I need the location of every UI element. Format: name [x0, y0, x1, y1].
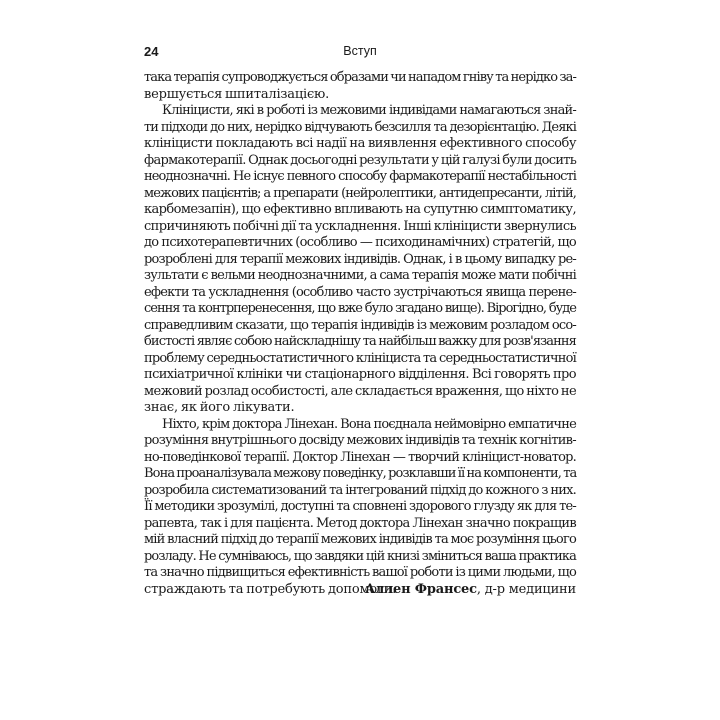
text-line: Її методики зрозумілі, доступні та сповнені здорового глузду як для те-: [144, 499, 576, 514]
text-line: розладу. Не сумніваюсь, що завдяки цій книзі зміниться ваша практика: [144, 548, 576, 564]
running-head: [144, 44, 576, 62]
text-line: межовий розлад особистості, але складається враження, що ніхто не: [144, 383, 577, 399]
text-line: Вона проаналізувала межову поведінку, розклавши її на компоненти, та: [144, 466, 577, 481]
signature: [144, 582, 576, 597]
paragraph: [144, 417, 576, 599]
text-line: вершується шпиталізацією.: [144, 86, 330, 102]
text-line: ефекти та ускладнення (особливо часто зустрічаються явища перене-: [144, 284, 576, 300]
text-line: карбомезапін), що ефективно впливають на супутню симптоматику,: [144, 202, 576, 217]
text-line: зультати є вельми неоднозначними, а сама терапія може мати побічні: [144, 268, 576, 283]
text-line: бистості являє собою найскладнішу та найбільш важку для розв'язання: [144, 334, 576, 349]
text-line: мій власний підхід до терапії межових індивідів та моє розуміння цього: [144, 532, 576, 547]
text-line: но-поведінкової терапії. Доктор Лінехан — творчий клініцист-новатор.: [144, 449, 576, 465]
text-line: неоднозначні. Не існує певного способу фармакотерапії нестабільності: [144, 169, 576, 184]
section-title: Вступ: [343, 44, 377, 58]
text-line: справедливим сказати, що терапія індивідів із межовим розладом осо-: [144, 317, 576, 333]
text-line: рапевта, так і для пацієнта. Метод доктора Лінехан значно покращив: [144, 515, 576, 531]
text-line: страждають та потребують допомоги.: [144, 581, 397, 597]
page-number: 24: [144, 44, 159, 59]
text-line: проблему середньостатистичного клініциста та середньостатистичної: [144, 350, 576, 366]
text-line: та значно підвищиться ефективність вашої роботи із цими людьми, що: [144, 565, 576, 580]
text-line: фармакотерапії. Однак досьогодні результати у цій галузі були досить: [144, 152, 577, 168]
text-line: клініцисти покладають всі надії на виявлення ефективного способу: [144, 136, 576, 151]
text-line: розробила систематизований та інтегрований підхід до кожного з них.: [144, 482, 576, 498]
signature-title: , д-р медицини: [476, 582, 576, 597]
text-line: знає, як його лікувати.: [144, 400, 295, 415]
text-line: спричиняють побічні дії та ускладнення. Інші клініцисти звернулись: [144, 218, 576, 234]
paragraph: [144, 103, 576, 417]
text-line: межових пацієнтів; а препарати (нейролептики, антидепресанти, літій,: [144, 185, 576, 201]
text-line: сення та контрперенесення, що вже було згадано вище). Вірогідно, буде: [144, 301, 576, 316]
text-line: психіатричної клініки чи стаціонарного відділення. Всі говорять про: [144, 367, 576, 382]
text-line: розуміння внутрішнього досвіду межових індивідів та технік когнітив-: [144, 433, 576, 448]
text-line: Ніхто, крім доктора Лінехан. Вона поєднала неймовірно емпатичне: [162, 416, 576, 432]
text-line: Клініцисти, які в роботі із межовими індивідами намагаються знай-: [162, 103, 576, 118]
signature-name: Аллен Франсес: [364, 582, 477, 597]
body-text: [144, 70, 576, 598]
text-line: розроблені для терапії межових індивідів. Однак, і в цьому випадку ре-: [144, 251, 576, 267]
text-line: така терапія супроводжується образами чи нападом гніву та нерідко за-: [144, 70, 576, 85]
paragraph: [144, 70, 576, 103]
text-line: ти підходи до них, нерідко відчувають безсилля та дезорієнтацію. Деякі: [144, 119, 576, 135]
text-line: до психотерапевтичних (особливо — психодинамічних) стратегій, що: [144, 235, 576, 250]
